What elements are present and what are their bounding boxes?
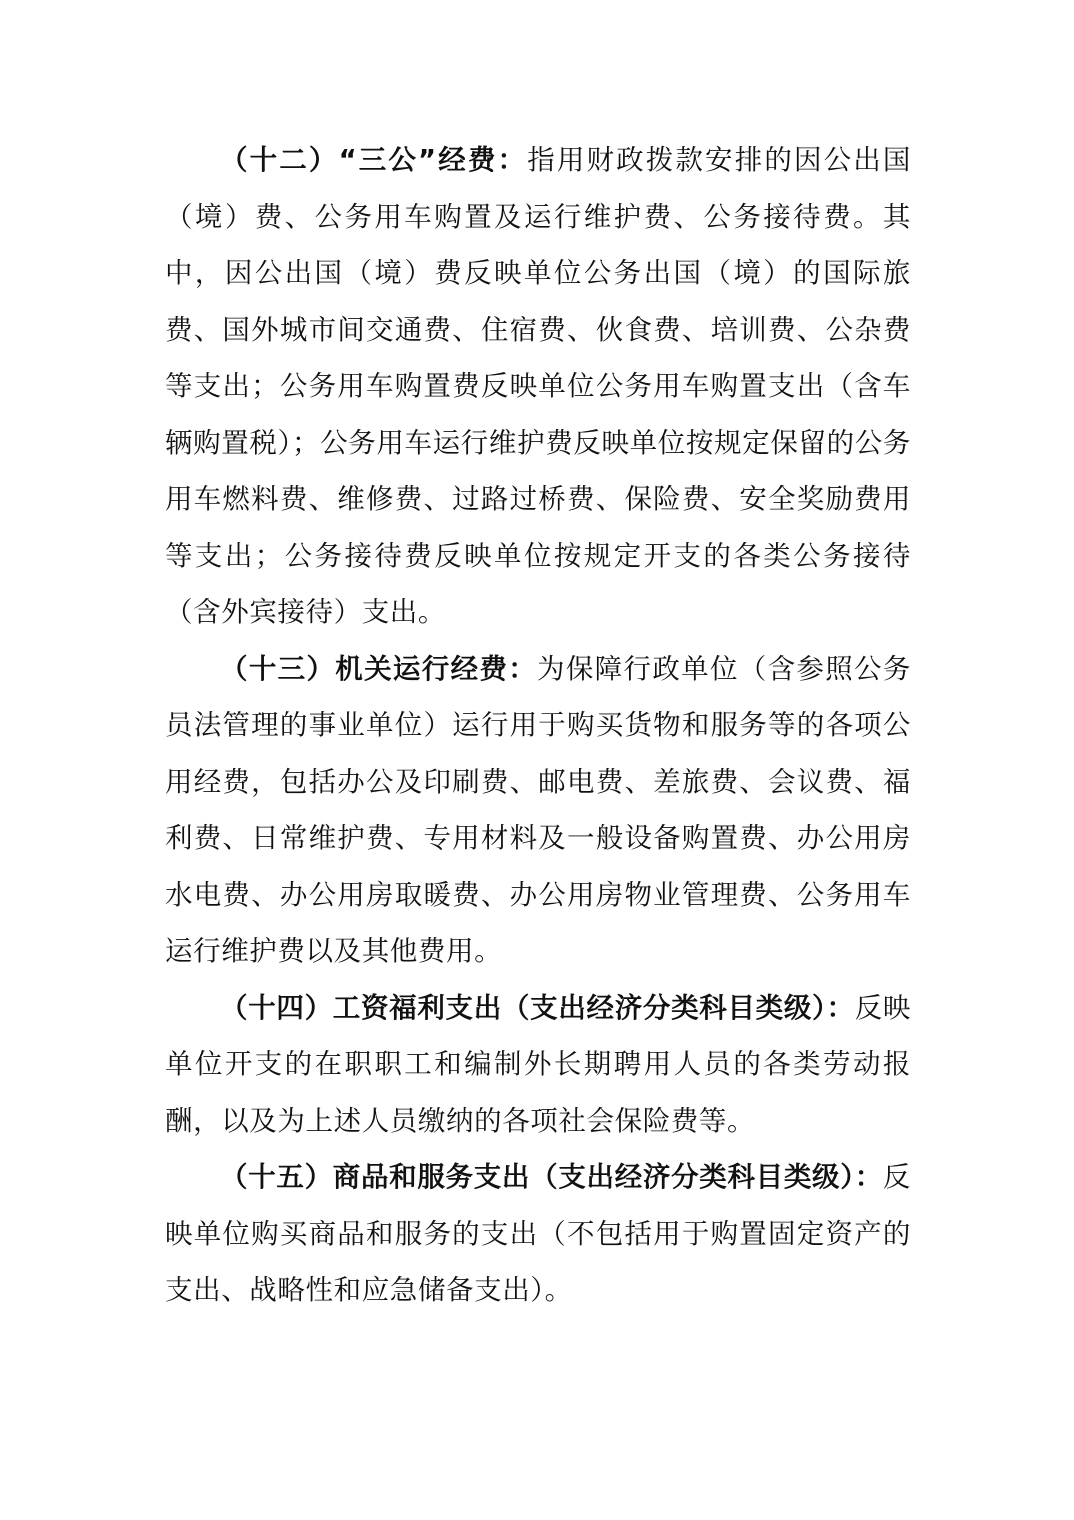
paragraph-agency-operating-funds	[165, 641, 911, 980]
term-wages-welfare: （十四）工资福利支出（支出经济分类科目类级）：	[220, 991, 855, 1024]
paragraph-san-gong-funds	[165, 132, 911, 641]
definition-san-gong-funds: 指用财政拨款安排的因公出国（境）费、公务用车购置及运行维护费、公务接待费。其中，因公出国（境）费反映单位公务出国（境）的国际旅费、国外城市间交通费、住宿费、伙食费、培训费、公杂费等支出；公务用车购置费反映单位公务用车购置支出（含车辆购置税）；公务用车运行维护费反映单位按规定保留的公务用车燃料费、维修费、过路过桥费、保险费、安全奖励费用等支出；公务接待费反映单位按规定开支的各类公务接待（含外宾接待）支出。	[165, 144, 911, 628]
term-goods-services: （十五）商品和服务支出（支出经济分类科目类级）：	[220, 1161, 883, 1193]
definition-wages-welfare: 反映单位开支的在职职工和编制外长期聘用人员的各类劳动报酬，以及为上述人员缴纳的各项社会保险费等。	[165, 991, 911, 1137]
term-agency-operating-funds: （十三）机关运行经费：	[220, 652, 538, 685]
document-body	[165, 132, 911, 1319]
paragraph-wages-welfare	[165, 980, 911, 1150]
term-san-gong-funds: （十二）“三公”经费：	[220, 144, 528, 176]
definition-agency-operating-funds: 为保障行政单位（含参照公务员法管理的事业单位）运行用于购买货物和服务等的各项公用经费，包括办公及印刷费、邮电费、差旅费、会议费、福利费、日常维护费、专用材料及一般设备购置费、办公用房水电费、办公用房取暖费、办公用房物业管理费、公务用车运行维护费以及其他费用。	[165, 652, 911, 967]
definition-goods-services: 反映单位购买商品和服务的支出（不包括用于购置固定资产的支出、战略性和应急储备支出）。	[165, 1161, 911, 1306]
paragraph-goods-services	[165, 1149, 911, 1319]
